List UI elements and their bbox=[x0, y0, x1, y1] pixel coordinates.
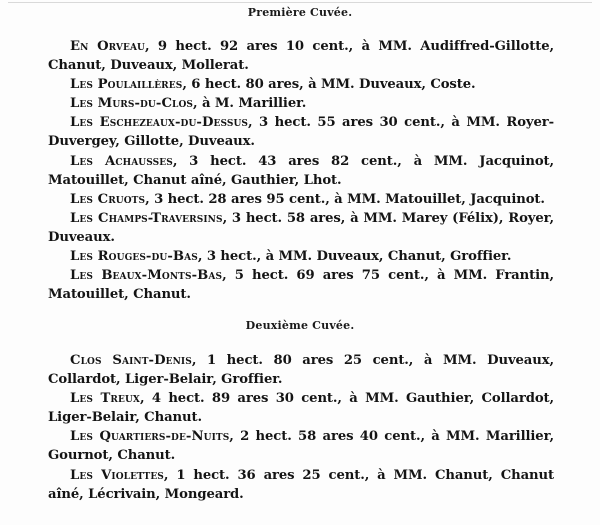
vineyard-name: Les Murs-du-Clos bbox=[70, 96, 194, 112]
entries-deuxieme-cuvee bbox=[48, 351, 554, 504]
vineyard-entry bbox=[48, 389, 554, 427]
vineyard-entry bbox=[48, 209, 554, 247]
vineyard-name: Les Champs-Traversins bbox=[70, 210, 223, 226]
section-heading-deuxieme-cuvee: Deuxième Cuvée. bbox=[245, 319, 355, 332]
vineyard-details: , 1 hect. 36 ares 25 cent., à MM. Chanut, Chanut aîné, Lécrivain, Mongeard. bbox=[48, 467, 554, 502]
vineyard-entry bbox=[48, 247, 554, 266]
vineyard-name: Les Rouges-du-Bas bbox=[70, 249, 198, 265]
vineyard-entry bbox=[48, 190, 554, 209]
vineyard-name: Les Poulaillères bbox=[70, 77, 183, 93]
vineyard-name: Clos Saint-Denis bbox=[70, 353, 192, 368]
vineyard-entry bbox=[48, 94, 554, 113]
vineyard-details: , 9 hect. 92 ares 10 cent., à MM. Audiffred-Gillotte, Chanut, Duveaux, Mollerat. bbox=[48, 39, 554, 74]
vineyard-details: , 6 hect. 80 ares, à MM. Duveaux, Coste. bbox=[182, 77, 476, 93]
vineyard-name: Les Violettes bbox=[70, 467, 164, 483]
vineyard-name: Les Achausses bbox=[70, 153, 173, 169]
vineyard-entry bbox=[48, 351, 554, 389]
vineyard-details: , 3 hect., à MM. Duveaux, Chanut, Groffier. bbox=[197, 249, 512, 265]
vineyard-name: Les Beaux-Monts-Bas bbox=[70, 268, 223, 284]
vineyard-details: , 5 hect. 69 ares 75 cent., à MM. Frantin, Matouillet, Chanut. bbox=[48, 268, 554, 303]
vineyard-entry bbox=[48, 427, 554, 465]
vineyard-details: , 3 hect. 55 ares 30 cent., à MM. Royer-Duvergey, Gillotte, Duveaux. bbox=[48, 115, 554, 150]
vineyard-name: Les Treux bbox=[70, 391, 140, 407]
vineyard-entry bbox=[48, 37, 554, 75]
vineyard-details: , 2 hect. 58 ares 40 cent., à MM. Marillier, Gournot, Chanut. bbox=[48, 429, 554, 464]
vineyard-name: Les Cruots bbox=[70, 191, 146, 207]
vineyard-details: , 4 hect. 89 ares 30 cent., à MM. Gauthier, Collardot, Liger-Belair, Chanut. bbox=[48, 391, 554, 426]
vineyard-details: , 3 hect. 43 ares 82 cent., à MM. Jacquinot, Matouillet, Chanut aîné, Gauthier, Lhot. bbox=[48, 153, 555, 188]
vineyard-entry bbox=[48, 152, 554, 190]
vineyard-entry bbox=[48, 75, 554, 94]
vineyard-entry bbox=[48, 113, 554, 151]
vineyard-details: , 3 hect. 28 ares 95 cent., à MM. Matouillet, Jacquinot. bbox=[145, 191, 545, 207]
vineyard-details: , 1 hect. 80 ares 25 cent., à MM. Duveaux, Collardot, Liger-Belair, Groffier. bbox=[48, 353, 554, 388]
vineyard-name: Les Eschezeaux-du-Dessus bbox=[70, 115, 249, 131]
vineyard-entry bbox=[48, 266, 554, 304]
vineyard-name: Les Quartiers-de-Nuits bbox=[70, 429, 230, 445]
vineyard-name: En Orveau bbox=[70, 39, 146, 54]
vineyard-details: , à M. Marillier. bbox=[193, 96, 307, 112]
entries-premiere-cuvee bbox=[48, 37, 554, 304]
page-edge-line bbox=[8, 2, 592, 3]
section-heading-premiere-cuvee: Première Cuvée. bbox=[247, 6, 353, 19]
vineyard-details: , 3 hect. 58 ares, à MM. Marey (Félix), Royer, Duveaux. bbox=[48, 210, 555, 245]
vineyard-entry bbox=[48, 466, 554, 504]
